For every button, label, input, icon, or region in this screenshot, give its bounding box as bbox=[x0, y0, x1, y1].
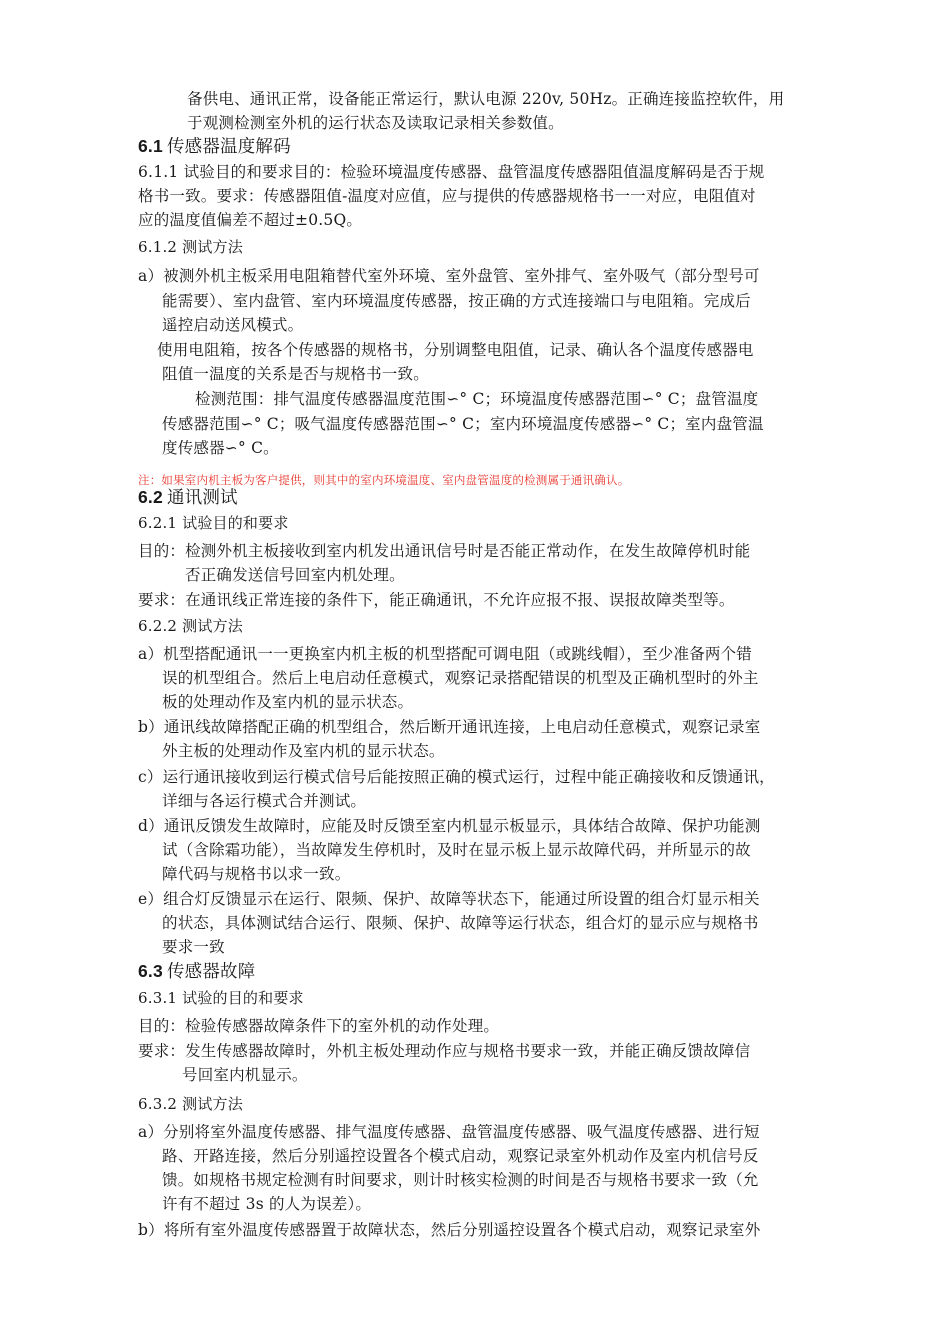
section-title: 传感器故障 bbox=[166, 962, 256, 982]
subsection-heading: 6.2.1 试验目的和要求 bbox=[138, 514, 289, 532]
paragraph-line: 号回室内机显示。 bbox=[182, 1066, 308, 1084]
paragraph-line: 检测范围：排气温度传感器温度范围∽° C；环境温度传感器范围∽° C；盘管温度 bbox=[195, 390, 759, 408]
paragraph-line: 要求：发生传感器故障时，外机主板处理动作应与规格书要求一致，并能正确反馈故障信 bbox=[138, 1042, 751, 1060]
section-title: 传感器温度解码 bbox=[166, 137, 291, 157]
section-6-1-heading bbox=[138, 134, 291, 159]
paragraph-line: 目的：检验传感器故障条件下的室外机的动作处理。 bbox=[138, 1017, 500, 1035]
intro-line-2: 于观测检测室外机的运行状态及读取记录相关参数值。 bbox=[187, 114, 564, 132]
paragraph-line: 阻值一温度的关系是否与规格书一致。 bbox=[162, 365, 429, 383]
list-item-d: d）通讯反馈发生故障时，应能及时反馈至室内机显示板显示，具体结合故障、保护功能测 bbox=[138, 817, 761, 835]
paragraph-line: 度传感器∽° C。 bbox=[162, 439, 279, 457]
list-item-b: b）将所有室外温度传感器置于故障状态，然后分别遥控设置各个模式启动，观察记录室外 bbox=[138, 1221, 761, 1239]
intro-line-1: 备供电、通讯正常，设备能正常运行，默认电源 220v, 50Hz。正确连接监控软件，用 bbox=[187, 90, 785, 108]
red-note: 注：如果室内机主板为客户提供，则其中的室内环境温度、室内盘管温度的检测属于通讯确认。 bbox=[138, 473, 630, 487]
paragraph-line: 传感器范围∽° C；吸气温度传感器范围∽° C；室内环境温度传感器∽° C；室内盘管温 bbox=[162, 415, 764, 433]
list-item-c-cont: 详细与各运行模式合并测试。 bbox=[162, 792, 367, 810]
subsection-heading: 6.3.1 试验的目的和要求 bbox=[138, 989, 304, 1007]
list-item-d-cont: 试（含除霜功能），当故障发生停机时，及时在显示板上显示故障代码，并所显示的故 bbox=[162, 841, 751, 859]
list-item-b-cont: 外主板的处理动作及室内机的显示状态。 bbox=[162, 742, 445, 760]
paragraph-line: 否正确发送信号回室内机处理。 bbox=[185, 566, 405, 584]
list-item-a: a）分别将室外温度传感器、排气温度传感器、盘管温度传感器、吸气温度传感器、进行短 bbox=[138, 1123, 760, 1141]
section-number: 6.1 bbox=[138, 136, 163, 156]
subsection-heading: 6.2.2 测试方法 bbox=[138, 617, 243, 635]
paragraph-line: 目的：检测外机主板接收到室内机发出通讯信号时是否能正常动作，在发生故障停机时能 bbox=[138, 542, 751, 560]
list-item-a-cont: 路、开路连接，然后分别遥控设置各个模式启动，观察记录室外机动作及室内机信号反 bbox=[162, 1147, 759, 1165]
list-item-a-cont: 遥控启动送风模式。 bbox=[162, 316, 304, 334]
section-title: 通讯测试 bbox=[166, 488, 238, 508]
list-item-e: e）组合灯反馈显示在运行、限频、保护、故障等状态下，能通过所设置的组合灯显示相关 bbox=[138, 890, 760, 908]
list-item-a-cont: 误的机型组合。然后上电启动任意模式，观察记录搭配错误的机型及正确机型时的外主 bbox=[162, 669, 759, 687]
subsection-heading: 6.1.2 测试方法 bbox=[138, 238, 243, 256]
list-item-e-cont: 要求一致 bbox=[162, 938, 225, 956]
list-item-e-cont: 的状态，具体测试结合运行、限频、保护、故障等运行状态，组合灯的显示应与规格书 bbox=[162, 914, 759, 932]
list-item-a-cont: 能需要）、室内盘管、室内环境温度传感器，按正确的方式连接端口与电阻箱。完成后 bbox=[162, 292, 751, 310]
paragraph-line: 应的温度值偏差不超过±0.5Q。 bbox=[138, 211, 363, 229]
section-number: 6.2 bbox=[138, 487, 163, 507]
list-item-d-cont: 障代码与规格书以求一致。 bbox=[162, 865, 351, 883]
section-6-3-heading bbox=[138, 959, 255, 984]
list-item-b: b）通讯线故障搭配正确的机型组合，然后断开通讯连接，上电启动任意模式，观察记录室 bbox=[138, 718, 761, 736]
list-item-a: a）机型搭配通讯一一更换室内机主板的机型搭配可调电阻（或跳线帽），至少准备两个错 bbox=[138, 645, 752, 663]
section-6-2-heading bbox=[138, 485, 238, 510]
section-number: 6.3 bbox=[138, 961, 163, 981]
list-item-c: c）运行通讯接收到运行模式信号后能按照正确的模式运行，过程中能正确接收和反馈通讯， bbox=[138, 768, 775, 786]
list-item-a-cont: 许有不超过 3s 的人为误差）。 bbox=[162, 1195, 372, 1213]
paragraph-line: 格书一致。要求：传感器阻值-温度对应值，应与提供的传感器规格书一一对应，电阻值对 bbox=[138, 187, 756, 205]
list-item-a-cont: 板的处理动作及室内机的显示状态。 bbox=[162, 693, 414, 711]
paragraph-line: 6.1.1 试验目的和要求目的：检验环境温度传感器、盘管温度传感器阻值温度解码是否于规 bbox=[138, 163, 765, 181]
list-item-a: a）被测外机主板采用电阻箱替代室外环境、室外盘管、室外排气、室外吸气（部分型号可 bbox=[138, 267, 760, 285]
list-item-a-cont: 馈。如规格书规定检测有时间要求，则计时核实检测的时间是否与规格书要求一致（允 bbox=[162, 1171, 759, 1189]
subsection-heading: 6.3.2 测试方法 bbox=[138, 1095, 243, 1113]
paragraph-line: 使用电阻箱，按各个传感器的规格书，分别调整电阻值，记录、确认各个温度传感器电 bbox=[157, 341, 754, 359]
paragraph-line: 要求：在通讯线正常连接的条件下，能正确通讯，不允许应报不报、误报故障类型等。 bbox=[138, 591, 735, 609]
